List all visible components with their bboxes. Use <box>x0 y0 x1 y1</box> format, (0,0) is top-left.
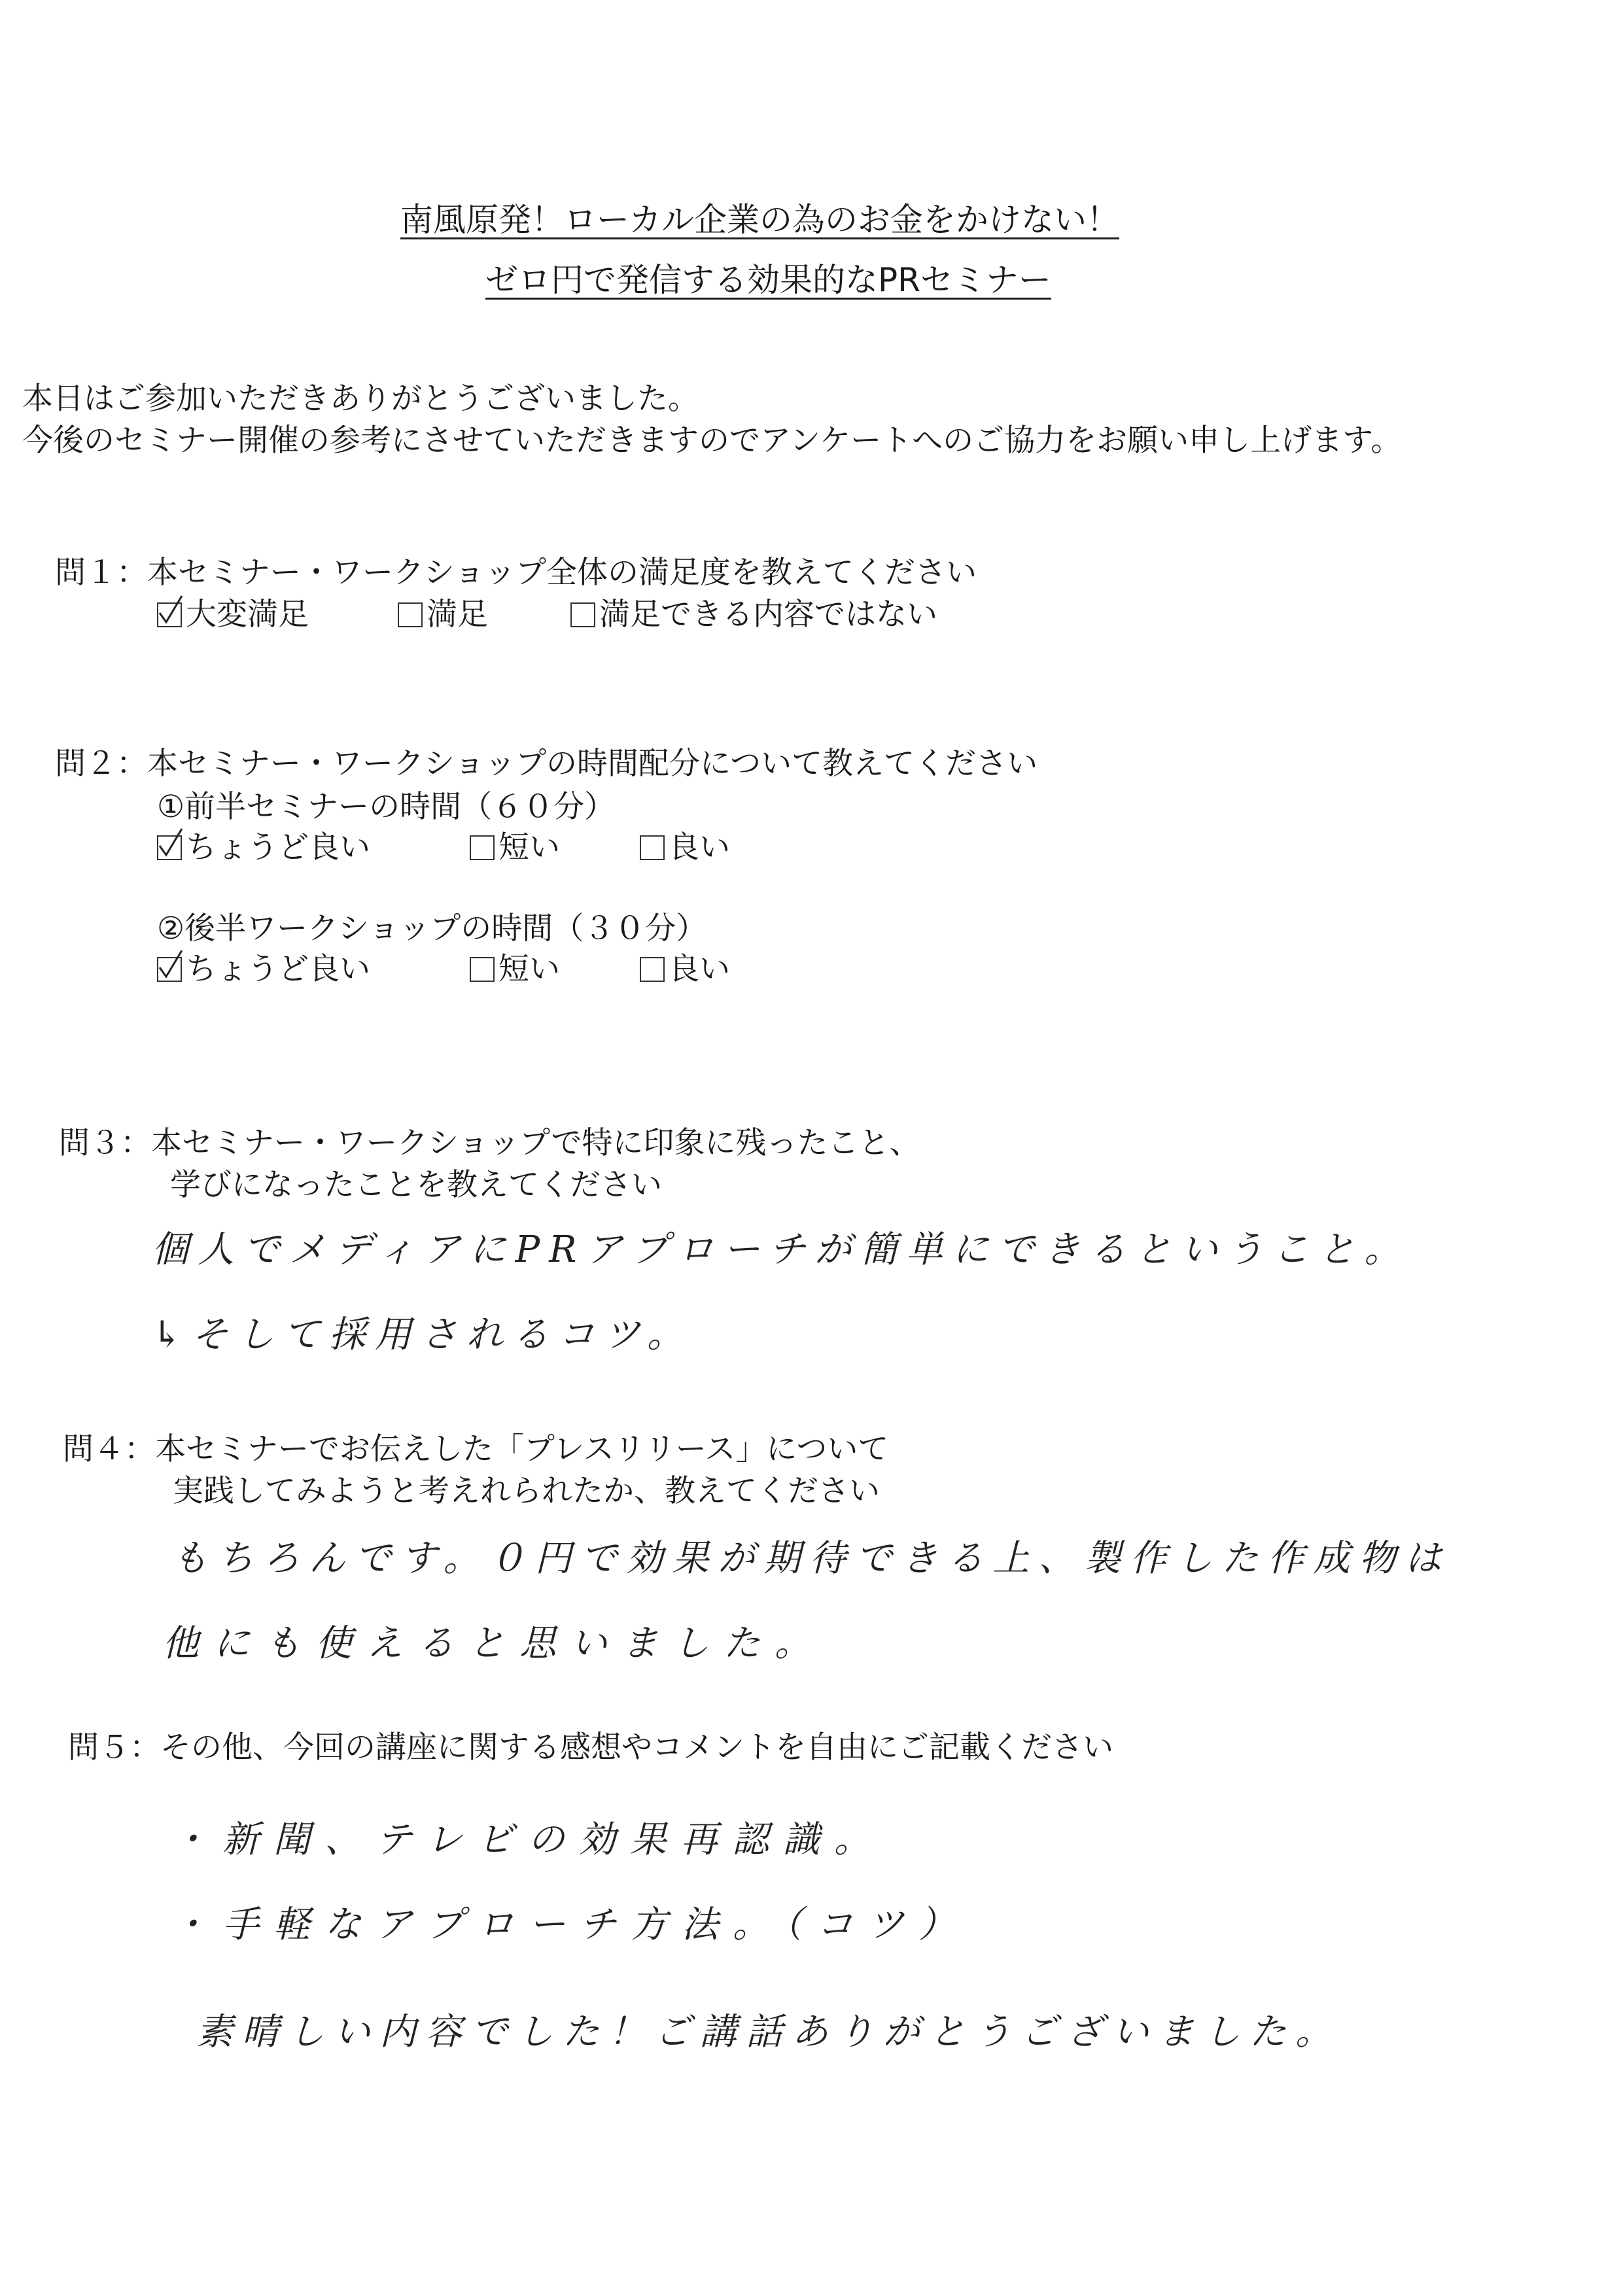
q2-sub2-option-2[interactable]: 短い <box>470 945 560 988</box>
checkbox-icon[interactable] <box>470 957 495 982</box>
q2-sub1-option-3[interactable]: 良い <box>640 823 730 867</box>
title-line-1: 南風原発！ローカル企業の為のお金をかけない！ <box>400 201 1119 239</box>
q5-answer-line-3: 素晴しい内容でした！ご講話ありがとうございました。 <box>196 2011 1341 2053</box>
checkbox-icon[interactable] <box>470 835 495 860</box>
checkbox-checked-icon[interactable] <box>157 835 182 860</box>
title-line-2: ゼロ円で発信する効果的なPRセミナー <box>485 261 1051 299</box>
question-4-label-line-2: 実践してみようと考えれられたか、教えてください <box>173 1473 880 1509</box>
q4-answer-line-2: 他にも使えると思いました。 <box>162 1622 826 1665</box>
question-2-label: 問２：本セミナー・ワークショップの時間配分について教えてください <box>55 746 1038 782</box>
q2-sub2-option-1[interactable]: ちょうど良い <box>157 945 370 988</box>
q2-sub1-label: ①前半セミナーの時間（６０分） <box>157 789 616 825</box>
q5-answer-line-1: ・新聞、テレビの効果再認識。 <box>171 1818 885 1861</box>
q1-option-1[interactable]: 大変満足 <box>157 590 309 634</box>
q1-option-2[interactable]: 満足 <box>398 590 488 634</box>
question-3-label-line-1: 問３：本セミナー・ワークショップで特に印象に残ったこと、 <box>59 1125 920 1161</box>
checkbox-icon[interactable] <box>570 602 595 627</box>
checkbox-icon[interactable] <box>398 602 423 627</box>
question-3-label-line-2: 学びになったことを教えてください <box>170 1167 662 1203</box>
q3-answer-line-2: ↳そして採用されるコツ。 <box>152 1313 693 1356</box>
q2-sub1-option-1[interactable]: ちょうど良い <box>157 823 370 867</box>
q3-answer-line-1: 個人でメディアにPRアプローチが簡単にできるということ。 <box>152 1228 1410 1271</box>
intro-line-1: 本日はご参加いただきありがとうございました。 <box>22 381 699 417</box>
checkbox-checked-icon[interactable] <box>157 957 182 982</box>
checkbox-icon[interactable] <box>640 957 665 982</box>
intro-line-2: 今後のセミナー開催の参考にさせていただきますのでアンケートへのご協力をお願い申し上げます。 <box>22 423 1402 459</box>
checkbox-icon[interactable] <box>640 835 665 860</box>
q2-sub2-option-3[interactable]: 良い <box>640 945 730 988</box>
q2-sub2-label: ②後半ワークショップの時間（３０分） <box>157 911 707 947</box>
checkbox-checked-icon[interactable] <box>157 602 182 627</box>
q4-answer-line-1: もちろんです。０円で効果が期待できる上、製作した作成物は <box>171 1537 1451 1580</box>
q1-option-3[interactable]: 満足できる内容ではない <box>570 590 937 634</box>
question-1-label: 問１：本セミナー・ワークショップ全体の満足度を教えてください <box>55 555 977 591</box>
question-4-label-line-1: 問４：本セミナーでお伝えした「プレスリリース」について <box>63 1431 889 1467</box>
question-5-label: 問５：その他、今回の講座に関する感想やコメントを自由にご記載ください <box>68 1730 1113 1765</box>
q2-sub1-option-2[interactable]: 短い <box>470 823 560 867</box>
q5-answer-line-2: ・手軽なアプローチ方法。（コツ） <box>171 1904 969 1946</box>
